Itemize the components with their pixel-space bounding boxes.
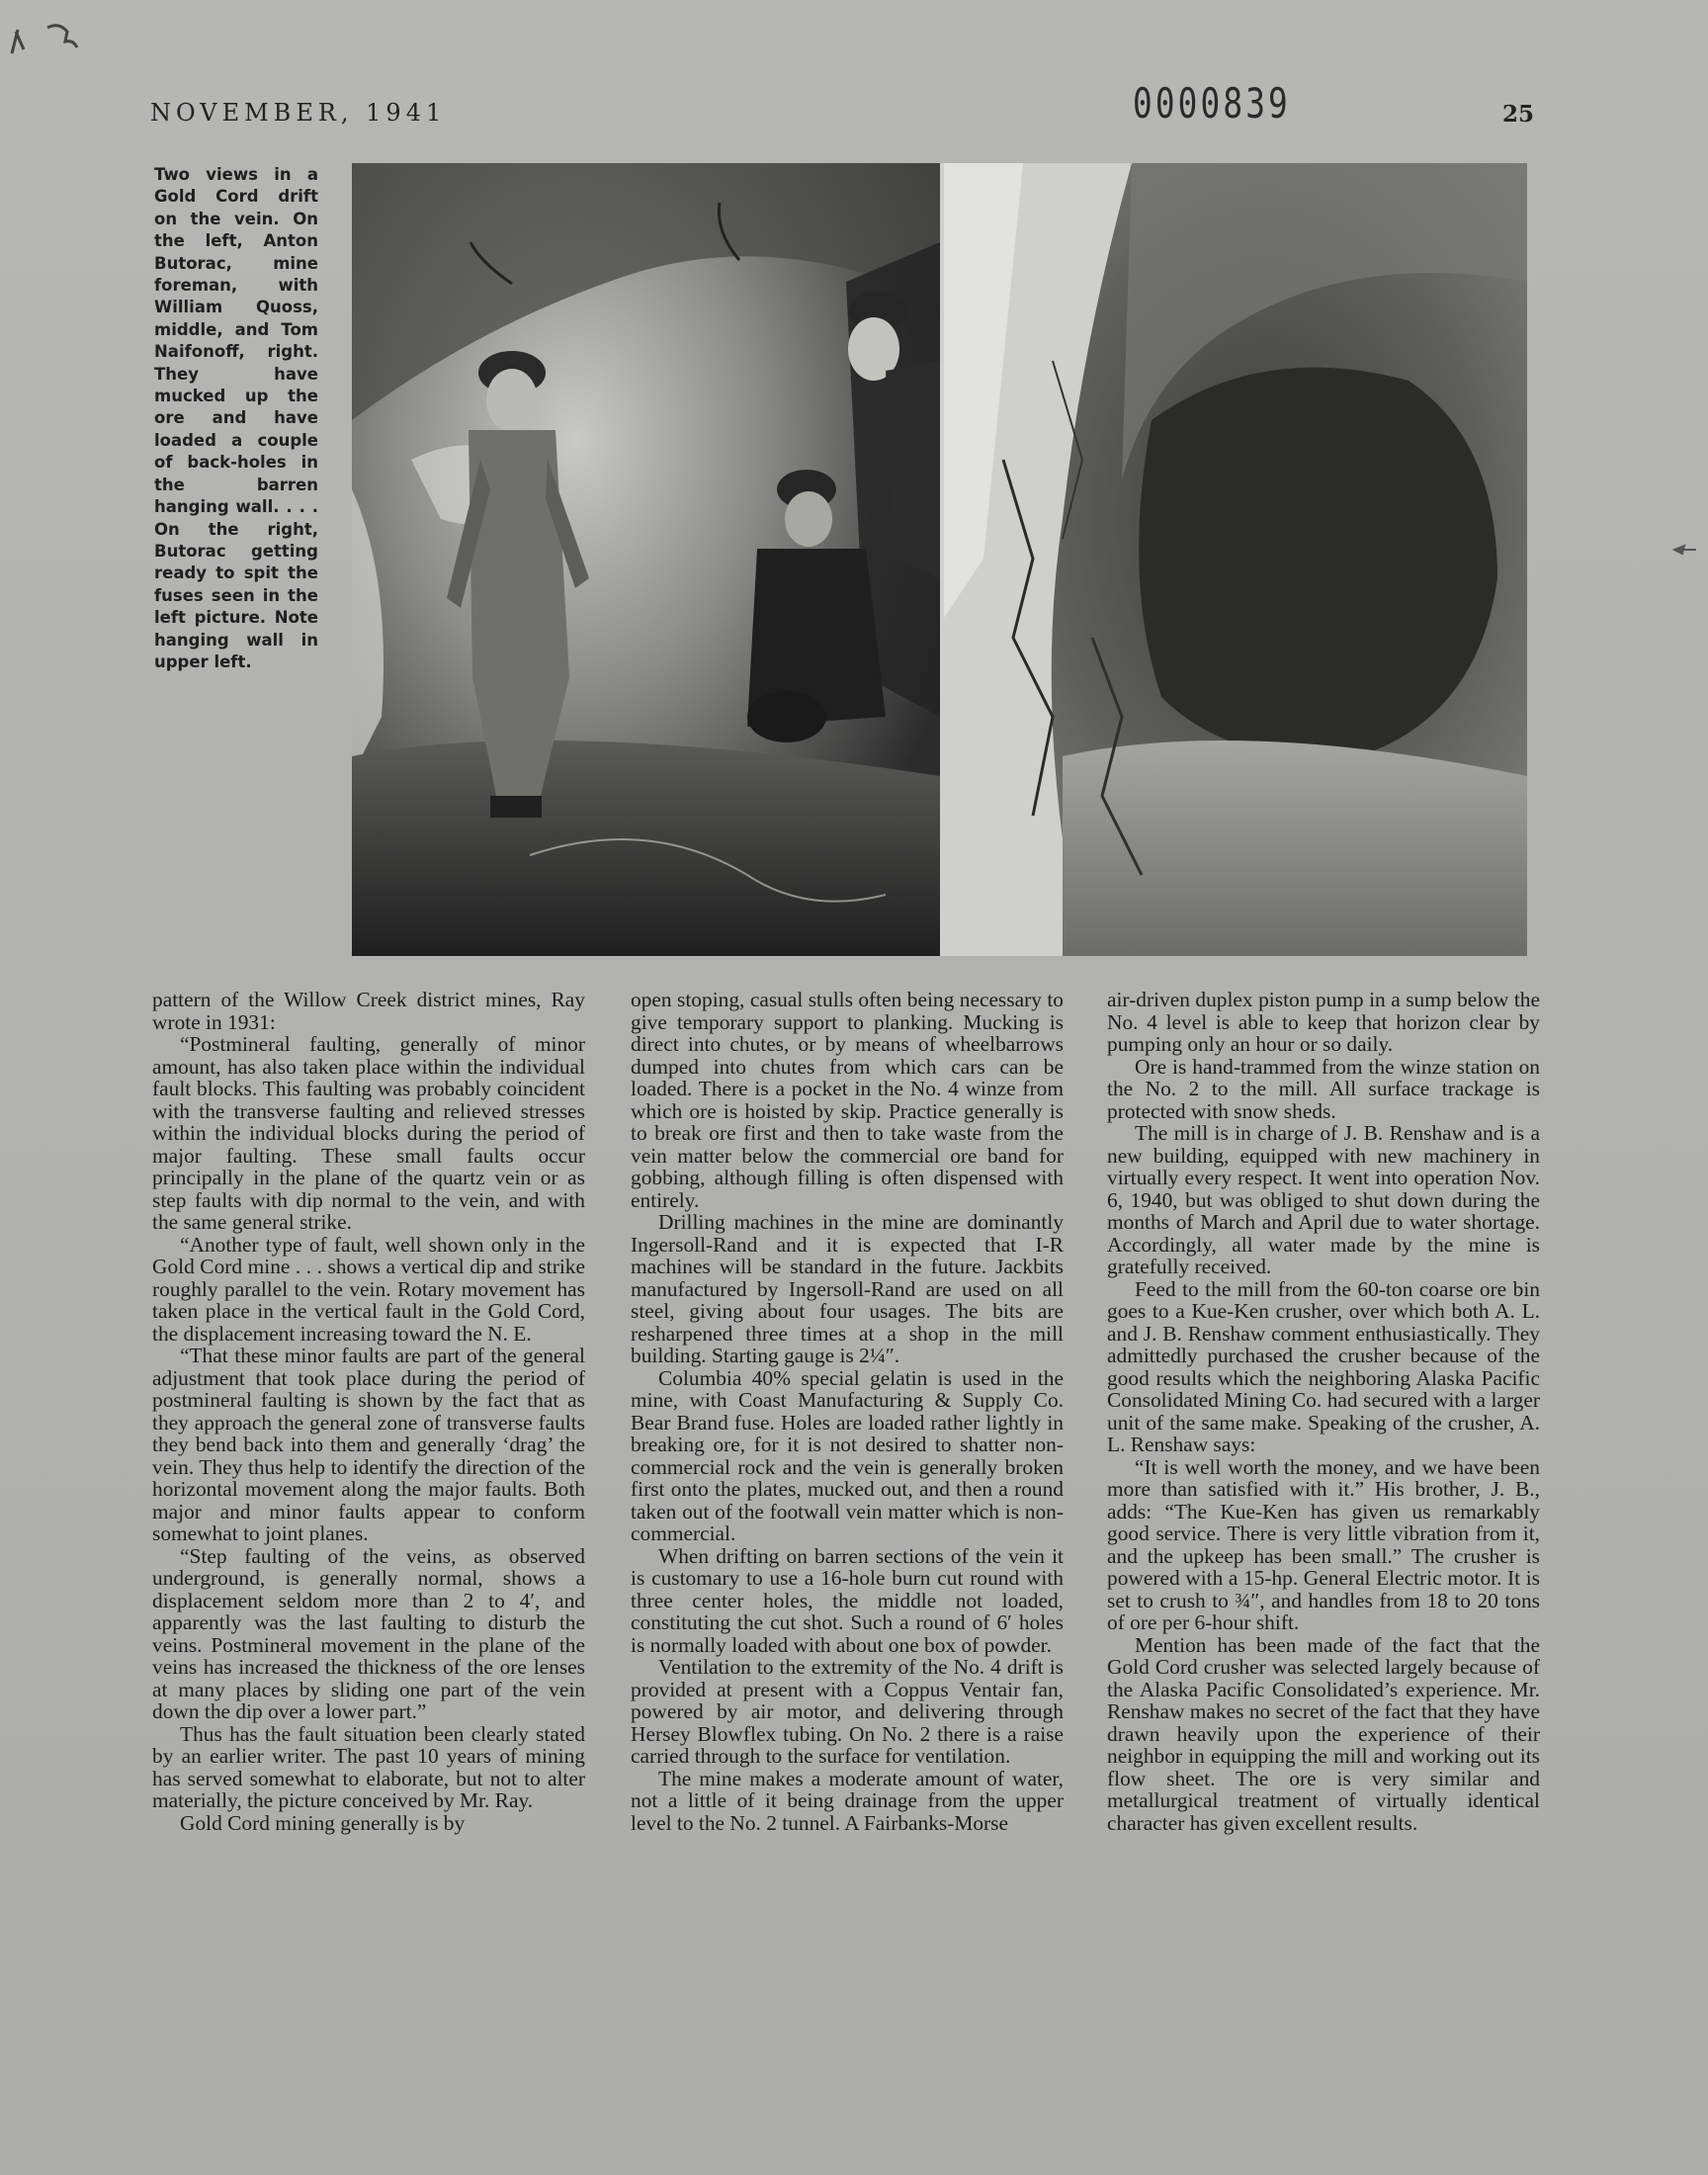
staple-mark-icon <box>8 20 97 59</box>
paragraph: Columbia 40% special gelatin is used in the mine, with Coast Manufacturing & Supply Co. Bear Brand fuse. Holes are loaded rather lightly in breaking ore, for it is not desired to shatter non-commercial rock and the vein is generally broken first onto the plates, mucked out, and then a round taken out of the footwall vein matter which is non-commercial. <box>631 1365 1064 1545</box>
paragraph: Ventilation to the extremity of the No. 4 drift is provided at present with a Coppus Ventair fan, powered by air motor, and delivering through Hersey Blowflex tubing. On No. 2 there is a raise carried through to the surface for ventilation. <box>631 1655 1064 1768</box>
edge-mark-icon <box>1672 542 1698 558</box>
three-miners-in-drift-photo <box>352 163 940 956</box>
paragraph: air-driven duplex piston pump in a sump below the No. 4 level is able to keep that horizon clear by pumping only an hour or so daily. <box>1107 988 1540 1056</box>
page-number: 25 <box>1502 101 1535 128</box>
paragraph: Mention has been made of the fact that the Gold Cord crusher was selected largely because of the Alaska Pacific Consolidated’s experience. Mr. Renshaw makes no secret of the fact that they have drawn heavily upon the experience of their neighbor in equipping the mill and working out its flow sheet. The ore is very similar and metallurgical treatment of virtually identical character has given excellent results. <box>1107 1632 1540 1835</box>
paragraph: open stoping, casual stulls often being necessary to give temporary support to planking. Mucking is direct into chutes, or by means of wheelbarrows dumped into chutes from which cars can be loaded. There is a pocket in the No. 4 winze from which ore is hoisted by skip. Practice generally is to break ore first and then to take waste from the vein matter below the commercial ore band for gobbing, although filling is often dispensed with entirely. <box>631 988 1064 1212</box>
paragraph: Gold Cord mining generally is by <box>180 1810 466 1835</box>
article-column-1 <box>152 989 585 1834</box>
paragraph: Drilling machines in the mine are dominantly Ingersoll-Rand and it is expected that I-R machines will be standard in the future. Jackbits manufactured by Ingersoll-Rand are used on all steel, giving about four usages. The bits are resharpened three times at a shop in the mill building. Starting gauge is 2¼″. <box>631 1210 1064 1367</box>
article-column-2 <box>631 989 1064 1834</box>
article-column-3 <box>1107 989 1540 1834</box>
archive-stamp-number: 0000839 <box>1133 79 1291 128</box>
paragraph: Feed to the mill from the 60-ton coarse ore bin goes to a Kue-Ken crusher, over which both A. L. and J. B. Renshaw comment enthusiastically. They admittedly purchased the crusher because of the good results which the neighboring Alaska Pacific Consolidated Mining Co. had secured with a larger unit of the same make. Speaking of the crusher, A. L. Renshaw says: <box>1107 1276 1540 1456</box>
paragraph: pattern of the Willow Creek district mines, Ray wrote in 1931: <box>152 988 585 1034</box>
paragraph: “Postmineral faulting, generally of minor amount, has also taken place within the individual fault blocks. This faulting was probably coincident with the transverse faulting and relieved stresses within the individual blocks during the period of major faulting. These small faults occur principally in the plane of the quartz vein or as step faults with dip normal to the vein, and with the same general strike. <box>152 1032 585 1234</box>
paragraph: When drifting on barren sections of the vein it is customary to use a 16-hole burn cut round with three center holes, the middle not loaded, constituting the cut shot. Such a round of 6′ holes is normally loaded with about one box of powder. <box>631 1543 1064 1657</box>
drift-tunnel-hanging-wall-photo <box>944 163 1527 956</box>
paragraph: The mine makes a moderate amount of water, not a little of it being drainage from the upper level to the No. 2 tunnel. A Fairbanks-Morse <box>631 1766 1064 1835</box>
paragraph: “Another type of fault, well shown only in the Gold Cord mine . . . shows a vertical dip and strike roughly parallel to the vein. Rotary movement has taken place in the vertical fault in the Gold Cord, the displacement increasing toward the N. E. <box>152 1232 585 1346</box>
photo-caption: Two views in a Gold Cord drift on the vein. On the left, Anton Butorac, mine foreman, with William Quoss, middle, and Tom Naifonoff, right. They have mucked up the ore and have loaded a couple of back-holes in the barren hanging wall. . . . On the right, Butorac getting ready to spit the fuses seen in the left picture. Note hanging wall in upper left. <box>154 165 318 671</box>
paragraph: “Step faulting of the veins, as observed underground, is generally normal, shows a displacement seldom more than 2 to 4′, and apparently was the last faulting to disturb the veins. Postmineral movement in the plane of the veins has increased the thickness of the ore lenses at many places by sliding one part of the vein down the dip over a lower part.” <box>152 1543 585 1723</box>
paragraph: Thus has the fault situation been clearly stated by an earlier writer. The past 10 years of mining has served somewhat to elaborate, but not to alter materially, the picture conceived by Mr. Ray. <box>152 1721 585 1812</box>
paragraph: “It is well worth the money, and we have been more than satisfied with it.” His brother, J. B., adds: “The Kue-Ken has given us remarkably good service. There is very little vibration from it, and the upkeep has been small.” The crusher is powered with a 15-hp. General Electric motor. It is set to crush to ¾″, and handles from 18 to 20 tons of ore per 6-hour shift. <box>1107 1454 1540 1634</box>
paragraph: The mill is in charge of J. B. Renshaw and is a new building, equipped with new machinery in virtually every respect. It went into operation Nov. 6, 1940, but was obliged to shut down during the months of March and April due to water shortage. Accordingly, all water made by the mine is gratefully received. <box>1107 1121 1540 1278</box>
paragraph: “That these minor faults are part of the general adjustment that took place during the period of postmineral faulting is shown by the fact that as they approach the general zone of transverse faults they bend back into them and generally ‘drag’ the vein. They thus help to identify the direction of the horizontal movement along the major faults. Both major and minor faults appear to conform somewhat to joint planes. <box>152 1344 585 1545</box>
issue-date: NOVEMBER, 1941 <box>150 99 447 127</box>
paragraph: Ore is hand-trammed from the winze station on the No. 2 to the mill. All surface trackage is protected with snow sheds. <box>1107 1054 1540 1123</box>
